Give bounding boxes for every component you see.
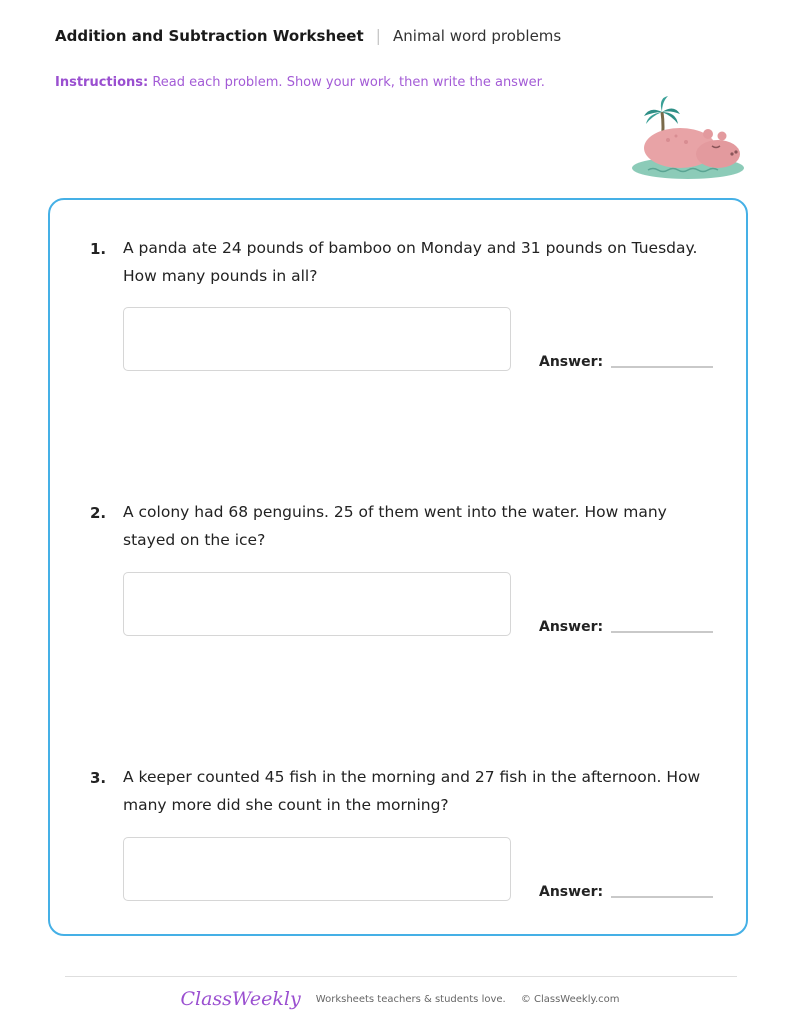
footer bbox=[0, 988, 800, 1010]
instructions-label: Instructions: bbox=[55, 75, 149, 90]
problems-card bbox=[48, 198, 748, 936]
page-subtitle: Animal word problems bbox=[393, 26, 562, 45]
page-title: Addition and Subtraction Worksheet bbox=[55, 26, 364, 45]
problem-number: 3. bbox=[90, 769, 107, 787]
answer-line[interactable] bbox=[611, 631, 713, 633]
instructions-text: Read each problem. Show your work, then write the answer. bbox=[152, 75, 545, 90]
brand-logo: ClassWeekly bbox=[180, 988, 301, 1010]
work-box[interactable] bbox=[123, 837, 511, 901]
footer-tagline: Worksheets teachers & students love. bbox=[315, 993, 506, 1005]
problem-text: A keeper counted 45 fish in the morning and 27 fish in the afternoon. How many more did she count in the morning? bbox=[123, 768, 701, 814]
header-separator: | bbox=[375, 26, 382, 45]
answer-label: Answer: bbox=[539, 354, 604, 370]
instructions bbox=[55, 75, 545, 90]
answer-label: Answer: bbox=[539, 884, 604, 900]
problem-number: 2. bbox=[90, 504, 107, 522]
answer-line[interactable] bbox=[611, 366, 713, 368]
work-box[interactable] bbox=[123, 307, 511, 371]
problem-text: A panda ate 24 pounds of bamboo on Monday and 31 pounds on Tuesday. How many pounds in all? bbox=[123, 239, 698, 285]
footer-divider bbox=[65, 976, 737, 977]
answer-line[interactable] bbox=[611, 896, 713, 898]
footer-copyright: © ClassWeekly.com bbox=[520, 993, 620, 1005]
problem-number: 1. bbox=[90, 240, 107, 258]
hippo-on-island-icon bbox=[628, 92, 750, 182]
work-box[interactable] bbox=[123, 572, 511, 636]
worksheet-header bbox=[55, 26, 561, 45]
problem-text: A colony had 68 penguins. 25 of them went into the water. How many stayed on the ice? bbox=[123, 503, 667, 549]
answer-label: Answer: bbox=[539, 619, 604, 635]
